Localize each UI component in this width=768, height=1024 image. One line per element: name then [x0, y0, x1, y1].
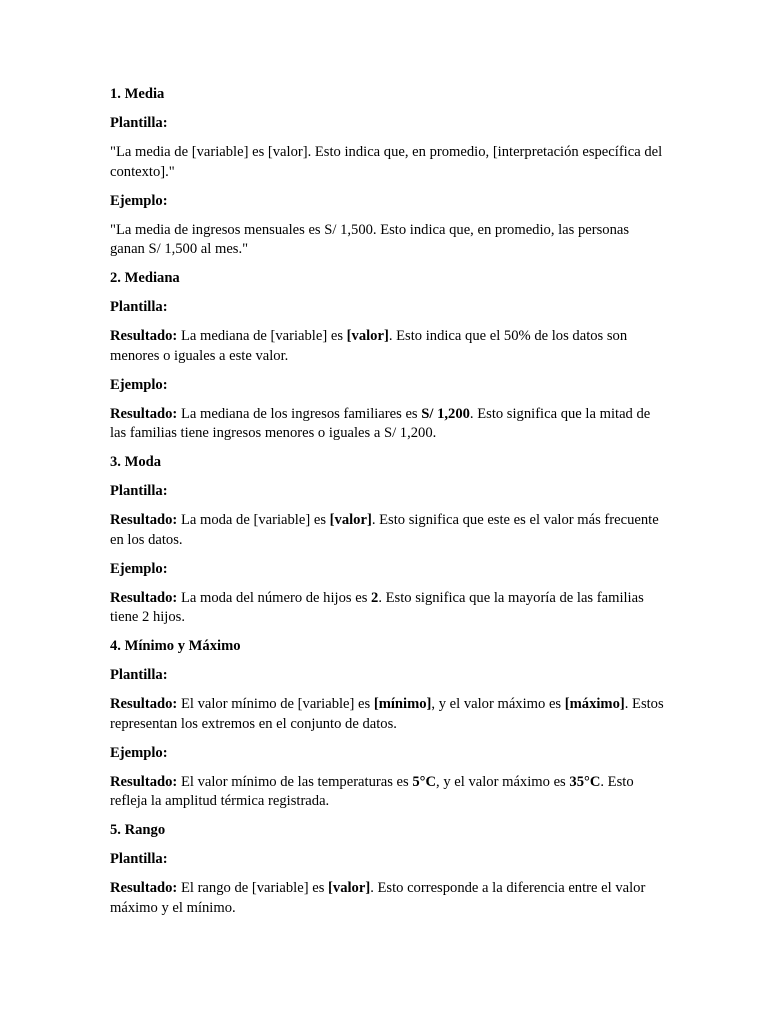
example-paragraph: [110, 589, 665, 628]
section-heading-mediana: 2. Mediana: [110, 270, 180, 286]
result-label: Resultado:: [110, 589, 178, 606]
template-text-pre: El valor mínimo de [variable] es: [177, 696, 374, 712]
template-text-post: . Esto corresponde a la diferencia entre el valor máximo y el mínimo.: [110, 880, 646, 916]
example-label: Ejemplo:: [110, 560, 168, 577]
example-label: Ejemplo:: [110, 192, 168, 209]
example-text-mid: , y el valor máximo es: [436, 773, 570, 790]
template-label: Plantilla:: [110, 667, 168, 683]
result-label: Resultado:: [110, 880, 178, 896]
example-text-pre: La moda del número de hijos es: [177, 589, 372, 606]
example-value-min: 5°C: [412, 773, 437, 790]
template-text-post: . Esto indica que el 50% de los datos son menores o iguales a este valor.: [110, 328, 628, 364]
result-label: Resultado:: [110, 405, 178, 422]
template-value-max: [máximo]: [564, 696, 625, 712]
example-label: Ejemplo:: [110, 376, 168, 393]
template-value: [valor]: [329, 512, 372, 528]
result-label: Resultado:: [110, 328, 178, 344]
section-heading-moda: 3. Moda: [110, 454, 162, 470]
example-value-max: 35°C: [569, 773, 601, 790]
template-text-post: . Esto significa que este es el valor más frecuente en los datos.: [110, 512, 659, 548]
template-text-mid: , y el valor máximo es: [431, 696, 565, 712]
template-text-post: . Estos representan los extremos en el conjunto de datos.: [110, 696, 664, 732]
section-heading-rango: 5. Rango: [110, 822, 166, 838]
result-label: Resultado:: [110, 773, 178, 790]
template-value: [valor]: [328, 880, 371, 896]
example-value: 2: [371, 589, 379, 606]
template-text: "La media de [variable] es [valor]. Esto indica que, en promedio, [interpretación específica del contexto].": [110, 144, 663, 180]
example-text: "La media de ingresos mensuales es S/ 1,500. Esto indica que, en promedio, las personas ganan S/ 1,500 al mes.": [110, 221, 630, 257]
template-paragraph: [110, 511, 665, 550]
template-value-min: [mínimo]: [373, 696, 432, 712]
template-text-pre: La mediana de [variable] es: [177, 328, 347, 344]
example-paragraph: [110, 405, 665, 444]
template-label: Plantilla:: [110, 851, 168, 867]
section-heading-media: 1. Media: [110, 86, 165, 102]
template-label: Plantilla:: [110, 299, 168, 315]
template-text-pre: El rango de [variable] es: [177, 880, 329, 896]
template-value: [valor]: [346, 328, 389, 344]
template-paragraph: [110, 695, 665, 734]
result-label: Resultado:: [110, 696, 178, 712]
example-value: S/ 1,200: [421, 405, 470, 422]
template-text-pre: La moda de [variable] es: [177, 512, 330, 528]
example-text-post: . Esto refleja la amplitud térmica registrada.: [110, 773, 634, 809]
example-text-pre: La mediana de los ingresos familiares es: [177, 405, 422, 422]
example-text-pre: El valor mínimo de las temperaturas es: [177, 773, 413, 790]
example-text-post: . Esto significa que la mayoría de las familias tiene 2 hijos.: [110, 589, 644, 625]
example-label: Ejemplo:: [110, 744, 168, 761]
example-text-post: . Esto significa que la mitad de las familias tiene ingresos menores o iguales a S/ 1,200.: [110, 405, 651, 441]
template-paragraph: [110, 879, 665, 918]
document-page: [110, 85, 665, 928]
template-paragraph: [110, 327, 665, 366]
template-label: Plantilla:: [110, 483, 168, 499]
result-label: Resultado:: [110, 512, 178, 528]
template-label: Plantilla:: [110, 115, 168, 131]
example-paragraph: [110, 773, 665, 812]
section-heading-minimo-maximo: 4. Mínimo y Máximo: [110, 638, 241, 654]
